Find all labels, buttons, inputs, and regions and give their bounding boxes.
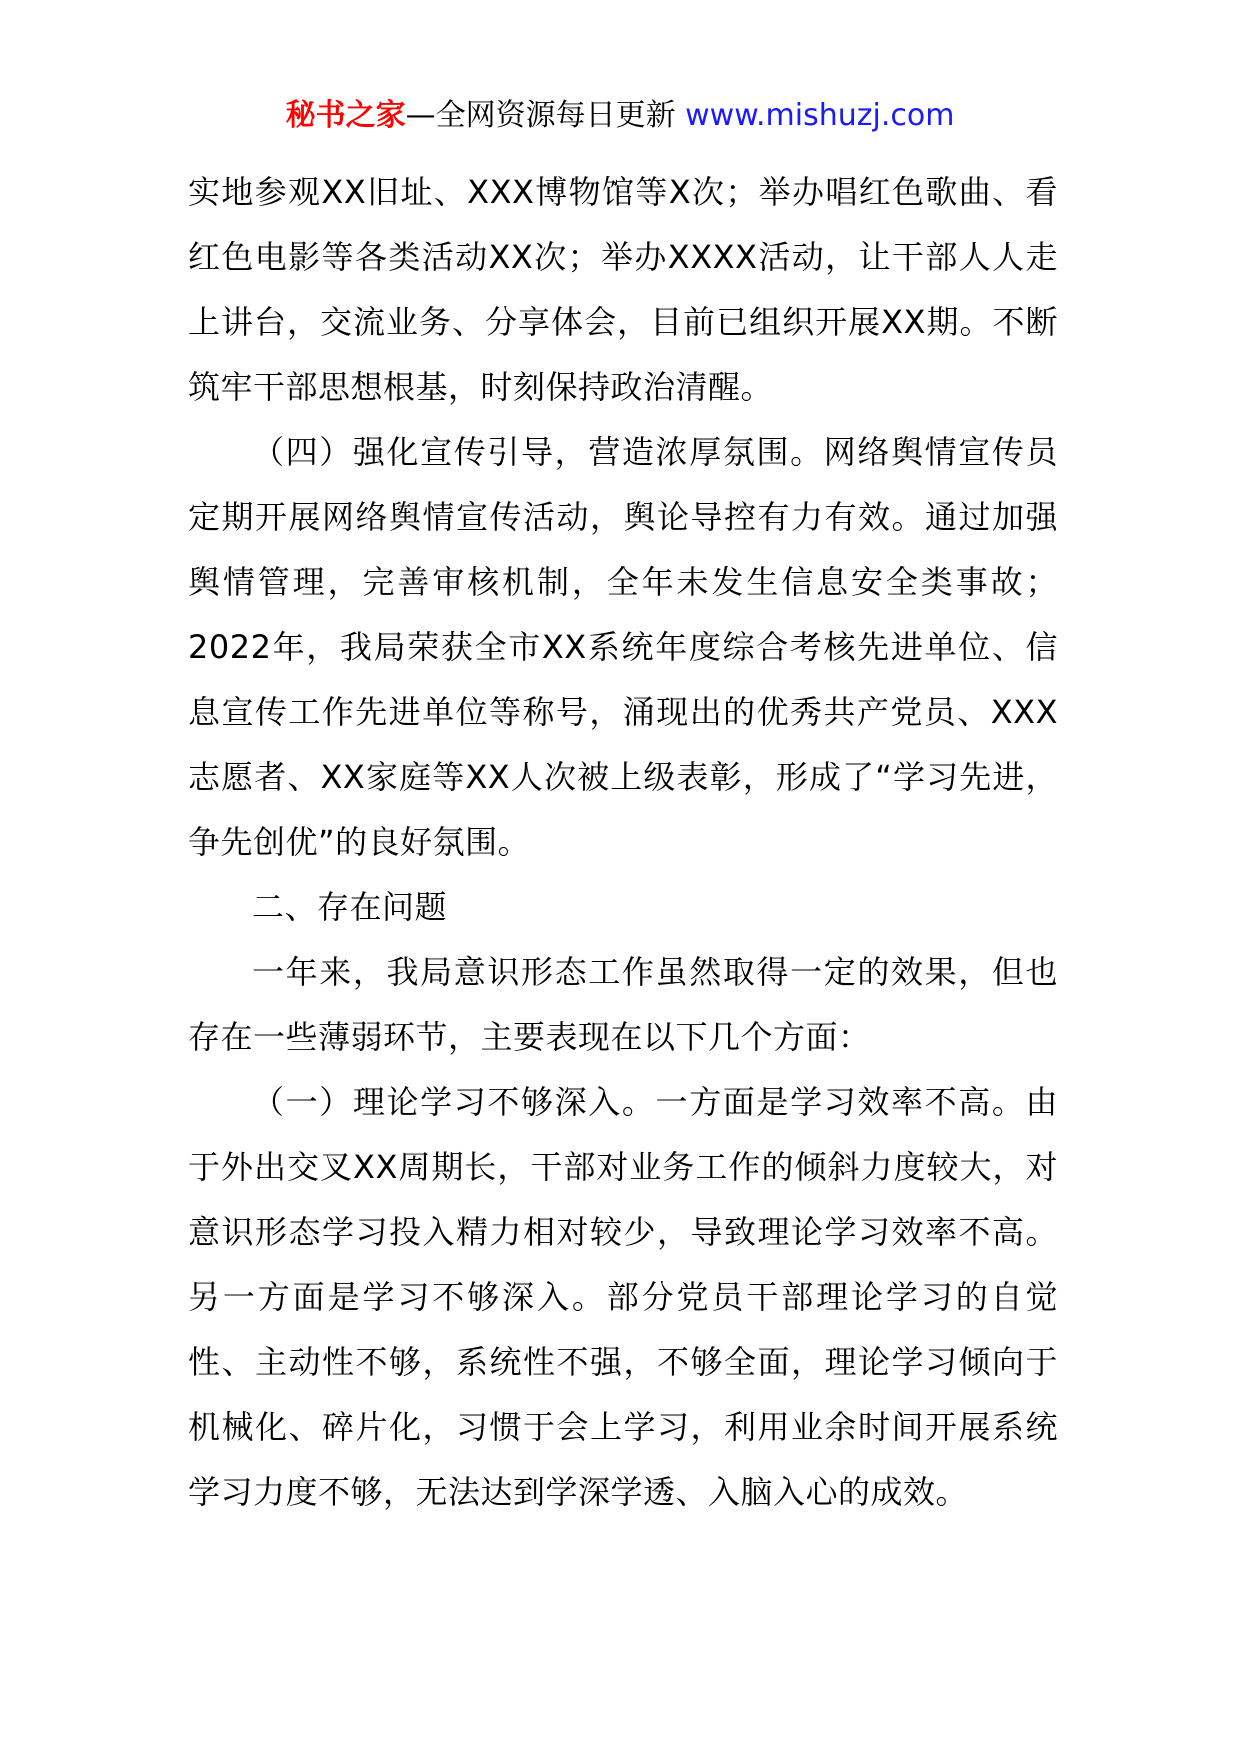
section-heading: 二、存在问题 bbox=[252, 888, 448, 926]
header-tagline: —全网资源每日更新 bbox=[405, 98, 676, 133]
document-body bbox=[188, 160, 1058, 1525]
site-url-link[interactable]: www.mishuzj.com bbox=[685, 98, 955, 133]
body-paragraph-1: 实地参观XX旧址、XXX博物馆等X次；举办唱红色歌曲、看红色电影等各类活动XX次；举办XXXX活动，让干部人人走上讲台，交流业务、分享体会，目前已组织开展XX期。不断筑牢干部思想根基，时刻保持政治清醒。 bbox=[188, 173, 1058, 406]
body-paragraph-3: 一年来，我局意识形态工作虽然取得一定的效果，但也存在一些薄弱环节，主要表现在以下几个方面： bbox=[188, 953, 1058, 1056]
body-paragraph-2: （四）强化宣传引导，营造浓厚氛围。网络舆情宣传员定期开展网络舆情宣传活动，舆论导控有力有效。通过加强舆情管理，完善审核机制，全年未发生信息安全类事故；2022年，我局荣获全市XX系统年度综合考核先进单位、信息宣传工作先进单位等称号，涌现出的优秀共产党员、XXX志愿者、XX家庭等XX人次被上级表彰，形成了“学习先进，争先创优”的良好氛围。 bbox=[188, 433, 1058, 861]
site-header bbox=[0, 96, 1240, 136]
brand-name: 秘书之家 bbox=[285, 98, 406, 133]
body-paragraph-4: （一）理论学习不够深入。一方面是学习效率不高。由于外出交叉XX周期长，干部对业务工作的倾斜力度较大，对意识形态学习投入精力相对较少，导致理论学习效率不高。另一方面是学习不够深入。部分党员干部理论学习的自觉性、主动性不够，系统性不强，不够全面，理论学习倾向于机械化、碎片化，习惯于会上学习，利用业余时间开展系统学习力度不够，无法达到学深学透、入脑入心的成效。 bbox=[188, 1083, 1058, 1511]
